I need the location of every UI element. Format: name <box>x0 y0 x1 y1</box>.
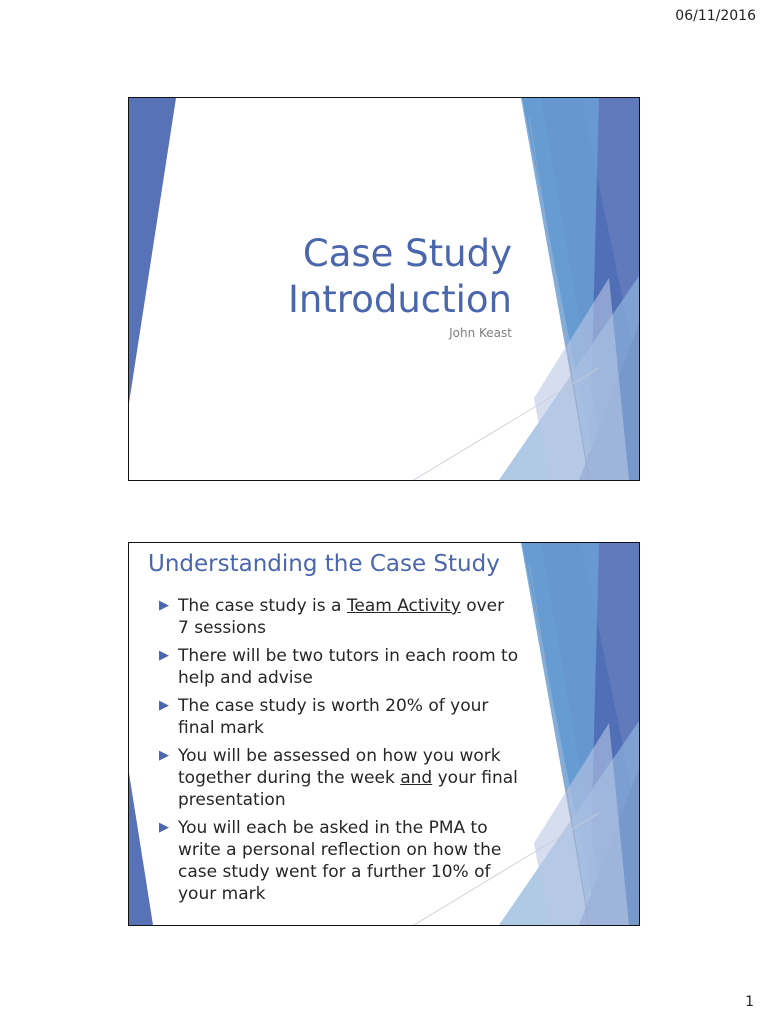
bullet-list <box>159 595 519 911</box>
bullet-text-post: your final presentation <box>178 768 518 810</box>
bullet-item <box>159 595 519 639</box>
bullet-text: The case study is worth 20% of your final mark <box>178 696 489 738</box>
bullet-item <box>159 817 519 905</box>
bullet-text-pre: The case study is a <box>178 596 347 616</box>
slide-title-line-1: Case Study <box>302 232 512 275</box>
bullet-text: There will be two tutors in each room to help and advise <box>178 646 519 688</box>
bullet-text: You will each be asked in the PMA to write a personal reflection on how the case study went for a further 10% of your mark <box>178 818 502 904</box>
bullet-text-underlined: Team Activity <box>346 596 461 616</box>
triangle-right-icon: ▶ <box>159 820 169 835</box>
triangle-right-icon: ▶ <box>159 648 169 663</box>
bullet-item <box>159 645 519 689</box>
bullet-item <box>159 745 519 811</box>
slide-1-title <box>128 97 640 481</box>
bullet-item <box>159 695 519 739</box>
triangle-right-icon: ▶ <box>159 598 169 613</box>
slide-title-line-2: Introduction <box>287 278 512 321</box>
slide-2-content <box>128 542 640 926</box>
bullet-text-post: over 7 sessions <box>178 596 505 638</box>
triangle-right-icon: ▶ <box>159 698 169 713</box>
slide-title <box>288 231 512 323</box>
bullet-text-pre: You will be assessed on how you work together during the week <box>178 746 501 788</box>
triangle-right-icon: ▶ <box>159 748 169 763</box>
slide-title: Understanding the Case Study <box>148 551 500 577</box>
page-number: 1 <box>745 994 754 1010</box>
slide-subtitle: John Keast <box>449 326 512 340</box>
bullet-text-underlined: and <box>400 768 433 788</box>
page-date: 06/11/2016 <box>675 8 756 24</box>
